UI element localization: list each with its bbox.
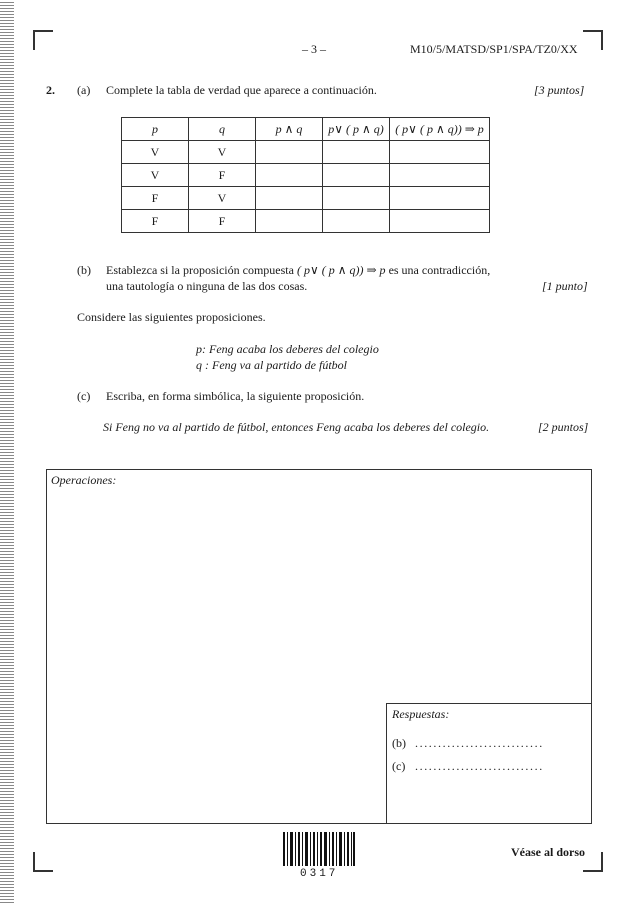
barcode-number: 0317	[300, 868, 339, 880]
turn-over: Véase al dorso	[511, 845, 585, 859]
table-cell-blank[interactable]	[256, 164, 323, 187]
proposition-q	[196, 358, 347, 373]
part-c-label: (c)	[77, 389, 91, 403]
question-number: 2.	[46, 83, 55, 97]
page-number: – 3 –	[302, 42, 326, 56]
proposition-var: p:	[196, 342, 206, 356]
table-row	[122, 141, 490, 164]
table-cell: F	[189, 164, 256, 187]
barcode	[283, 832, 355, 866]
table-header: p	[122, 118, 189, 141]
table-cell-blank[interactable]	[256, 187, 323, 210]
answer-b-line[interactable]: ............................	[415, 736, 544, 750]
table-row	[122, 210, 490, 233]
table-header: p∨ ( p ∧ q)	[323, 118, 390, 141]
table-cell-blank[interactable]	[256, 210, 323, 233]
table-cell-blank[interactable]	[390, 187, 490, 210]
table-header: p ∧ q	[256, 118, 323, 141]
table-cell: F	[189, 210, 256, 233]
table-cell-blank[interactable]	[323, 210, 390, 233]
answer-box	[386, 703, 592, 824]
proposition-text: Feng va al partido de fútbol	[212, 358, 347, 372]
crop-mark-bottom-right	[583, 852, 603, 872]
part-b-expression: ( p∨ ( p ∧ q)) ⇒ p	[296, 263, 386, 277]
part-a-marks: [3 puntos]	[534, 83, 585, 97]
table-header: ( p∨ ( p ∧ q)) ⇒ p	[390, 118, 490, 141]
working-label: Operaciones:	[51, 473, 117, 487]
table-row	[122, 164, 490, 187]
table-cell-blank[interactable]	[390, 210, 490, 233]
answer-b-label: (b)	[392, 736, 406, 750]
answers-label: Respuestas:	[392, 707, 450, 721]
part-a-text: Complete la tabla de verdad que aparece a continuación.	[106, 83, 377, 97]
part-c-statement: Si Feng no va al partido de fútbol, entonces Feng acaba los deberes del colegio.	[103, 420, 490, 434]
table-cell-blank[interactable]	[323, 187, 390, 210]
table-cell: V	[122, 164, 189, 187]
part-b-line2: una tautología o ninguna de las dos cosas.	[106, 279, 308, 293]
answer-c-label: (c)	[392, 759, 406, 773]
table-cell: F	[122, 210, 189, 233]
part-b-text-after: es una contradicción,	[388, 263, 491, 277]
table-header: q	[189, 118, 256, 141]
table-cell: V	[122, 141, 189, 164]
binding-margin	[0, 0, 14, 903]
paper-code: M10/5/MATSD/SP1/SPA/TZ0/XX	[410, 42, 578, 56]
table-cell-blank[interactable]	[390, 164, 490, 187]
part-c-text: Escriba, en forma simbólica, la siguiente proposición.	[106, 389, 365, 403]
table-cell-blank[interactable]	[323, 141, 390, 164]
part-b-label: (b)	[77, 263, 91, 277]
table-cell: V	[189, 187, 256, 210]
part-a-label: (a)	[77, 83, 91, 97]
table-cell-blank[interactable]	[323, 164, 390, 187]
table-cell: F	[122, 187, 189, 210]
table-cell-blank[interactable]	[256, 141, 323, 164]
table-cell: V	[189, 141, 256, 164]
part-b-text-before: Establezca si la proposición compuesta	[106, 263, 294, 277]
crop-mark-bottom-left	[33, 852, 53, 872]
consider-text: Considere las siguientes proposiciones.	[77, 310, 266, 324]
crop-mark-top-left	[33, 30, 53, 50]
truth-table	[121, 117, 490, 233]
table-row	[122, 187, 490, 210]
answer-c-line[interactable]: ............................	[415, 759, 544, 773]
part-c-marks: [2 puntos]	[538, 420, 589, 434]
proposition-text: Feng acaba los deberes del colegio	[209, 342, 379, 356]
table-cell-blank[interactable]	[390, 141, 490, 164]
table-header-row	[122, 118, 490, 141]
proposition-var: q :	[196, 358, 209, 372]
proposition-p	[196, 342, 379, 357]
part-b-line1	[106, 263, 490, 278]
part-b-marks: [1 punto]	[542, 279, 588, 293]
crop-mark-top-right	[583, 30, 603, 50]
